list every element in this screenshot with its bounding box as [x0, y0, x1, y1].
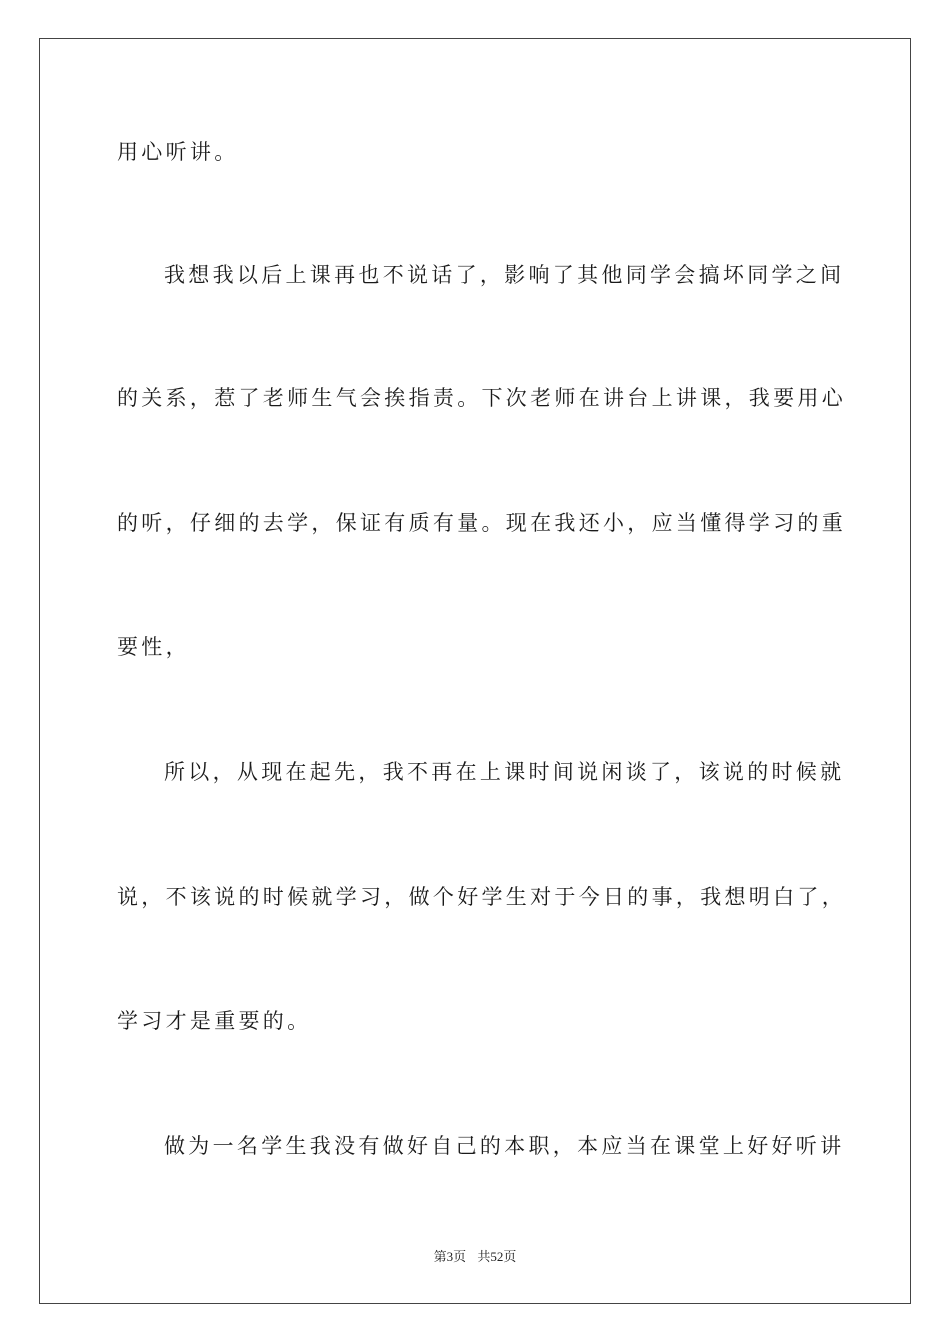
text-line: 说，不该说的时候就学习，做个好学生对于今日的事，我想明白了，	[117, 885, 846, 909]
page-border	[39, 38, 911, 1304]
text-line: 要性，	[117, 635, 190, 659]
text-line: 用心听讲。	[117, 140, 239, 164]
text-line: 的关系，惹了老师生气会挨指责。下次老师在讲台上讲课，我要用心	[117, 386, 846, 410]
text-line: 我想我以后上课再也不说话了，影响了其他同学会搞坏同学之间	[164, 263, 845, 287]
page-number: 第3页	[433, 1249, 467, 1264]
page-total: 共52页	[477, 1249, 517, 1264]
text-line: 做为一名学生我没有做好自己的本职，本应当在课堂上好好听讲	[164, 1134, 845, 1158]
page-footer	[0, 1248, 950, 1266]
text-line: 的听，仔细的去学，保证有质有量。现在我还小，应当懂得学习的重	[117, 511, 846, 535]
text-line: 所以，从现在起先，我不再在上课时间说闲谈了，该说的时候就	[164, 760, 845, 784]
text-line: 学习才是重要的。	[117, 1009, 312, 1033]
